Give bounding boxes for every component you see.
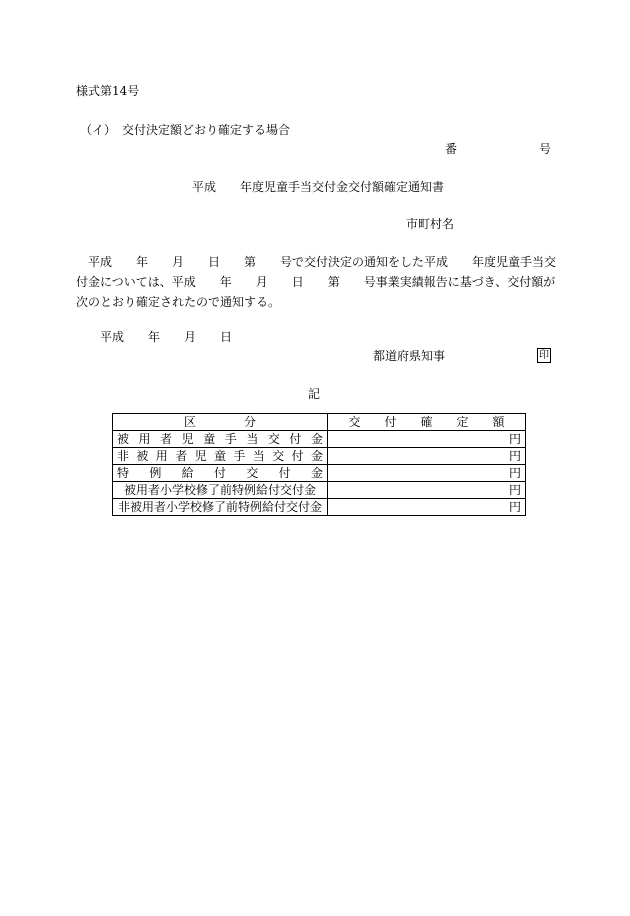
body-line: 次のとおり確定されたので通知する。 — [76, 295, 281, 309]
row-amount: 円 — [328, 465, 526, 482]
issuer: 都道府県知事 — [373, 349, 446, 363]
amounts-table — [112, 413, 526, 516]
header-category: 区 分 — [113, 414, 328, 431]
row-amount: 円 — [328, 482, 526, 499]
subtitle: （イ） 交付決定額どおり確定する場合 — [80, 123, 291, 137]
document-title: 平成 年度児童手当交付金交付額確定通知書 — [192, 180, 445, 194]
table-row — [113, 448, 526, 465]
row-amount: 円 — [328, 499, 526, 516]
header-amount: 交 付 確 定 額 — [328, 414, 526, 431]
table-row — [113, 482, 526, 499]
date-line: 平成 年 月 日 — [100, 330, 233, 344]
row-category: 被用者小学校修了前特例給付交付金 — [113, 482, 328, 499]
seal-mark: 印 — [539, 350, 549, 361]
body-text — [76, 252, 557, 312]
table-header-row — [113, 414, 526, 431]
body-line: 平成 年 月 日 第 号で交付決定の通知をした平成 年度児童手当交 — [76, 255, 557, 269]
row-category: 非被用者児童手当交付金 — [113, 448, 328, 465]
table-row — [113, 499, 526, 516]
body-line: 付金については、平成 年 月 日 第 号事業実績報告に基づき、交付額が — [76, 275, 556, 289]
row-category: 被用者児童手当交付金 — [113, 431, 328, 448]
row-category: 特例給付交付金 — [113, 465, 328, 482]
table-row — [113, 465, 526, 482]
table-row — [113, 431, 526, 448]
ki-label: 記 — [308, 387, 321, 401]
form-number: 様式第14号 — [76, 84, 140, 98]
number-ban-label: 番 — [445, 142, 458, 156]
number-gou-label: 号 — [539, 142, 552, 156]
row-category: 非被用者小学校修了前特例給付交付金 — [113, 499, 328, 516]
addressee: 市町村名 — [406, 217, 455, 231]
row-amount: 円 — [328, 448, 526, 465]
row-amount: 円 — [328, 431, 526, 448]
